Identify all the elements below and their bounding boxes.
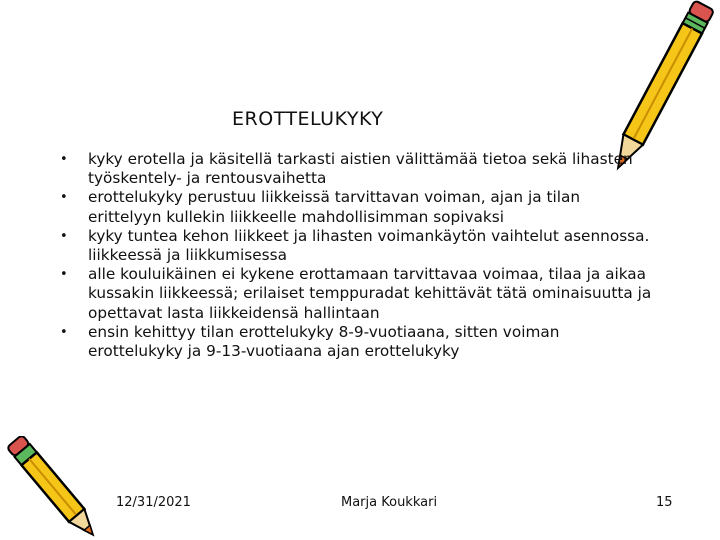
bullet-item: • kyky erotella ja käsitellä tarkasti aistien välittämää tietoa sekä lihasten työskentely- ja rentousvaihetta [52, 150, 652, 188]
page-number: 15 [656, 495, 673, 510]
bullet-item: • erottelukyky perustuu liikkeissä tarvittavan voiman, ajan ja tilan erittelyyn kullekin liikkeelle mahdollisimman sopivaksi [52, 188, 652, 226]
bullet-item: • alle kouluikäinen ei kykene erottamaan tarvittavaa voimaa, tilaa ja aikaa kussakin liikkeessä; erilaiset temppuradat kehittävät tätä ominaisuutta ja opettavat lasta liikkeidensä hallintaan [52, 265, 652, 323]
footer-author: Marja Koukkari [341, 495, 438, 510]
footer-date: 12/31/2021 [116, 495, 191, 510]
bullet-list [52, 150, 652, 361]
slide-title: EROTTELUKYKY [232, 108, 384, 130]
bullet-item: • kyky tuntea kehon liikkeet ja lihasten voimankäytön vaihtelut asennossa. liikkeessä ja liikkumisessa [52, 227, 652, 265]
bullet-item: • ensin kehittyy tilan erottelukyky 8-9-vuotiaana, sitten voiman erottelukyky ja 9-13-vuotiaana ajan erottelukyky [52, 323, 652, 361]
pencil-icon [0, 436, 110, 540]
